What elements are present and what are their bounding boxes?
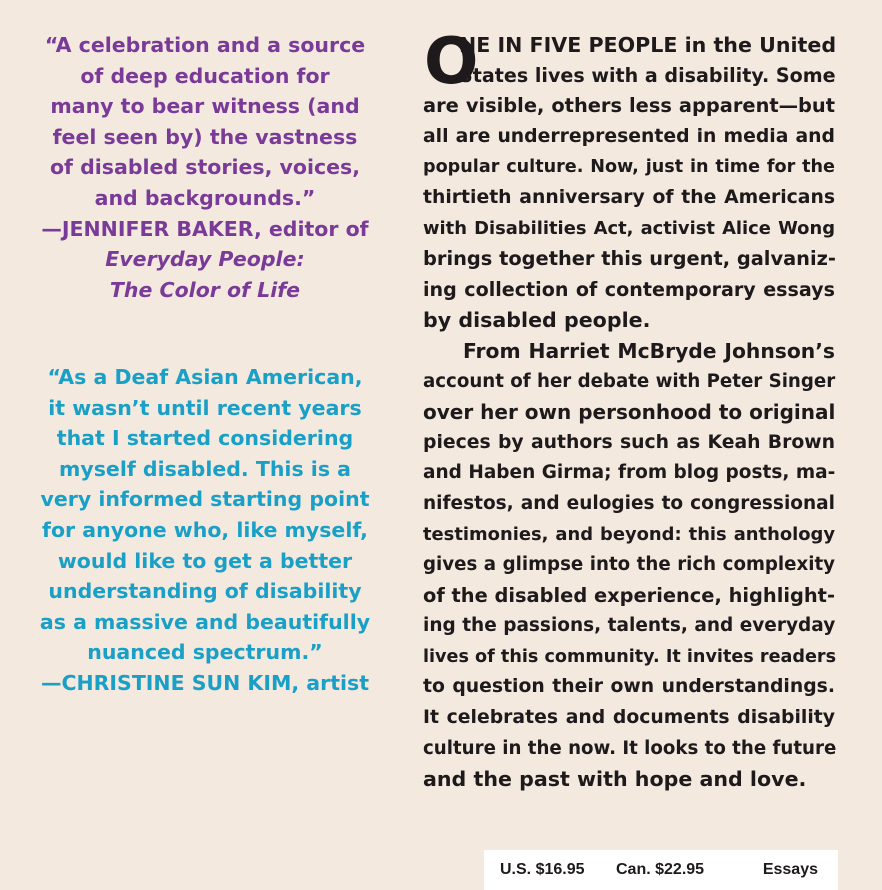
description-line: by disabled people. bbox=[423, 308, 651, 333]
description-line: lives of this community. It invites readers bbox=[423, 646, 837, 667]
blurb-christine-sun-kim bbox=[30, 362, 380, 699]
description-line: brings together this urgent, galvaniz- bbox=[423, 247, 836, 271]
blurb-line: “A celebration and a source bbox=[44, 33, 366, 57]
blurb-line: nuanced spectrum.” bbox=[87, 640, 323, 665]
blurb-line: of deep education for bbox=[80, 63, 330, 88]
description-line: account of her debate with Peter Singer bbox=[423, 370, 836, 392]
description-line: gives a glimpse into the rich complexity bbox=[423, 554, 835, 576]
description-line: with Disabilities Act, activist Alice Wong bbox=[423, 217, 835, 239]
us-price: U.S. $16.95 bbox=[500, 861, 585, 878]
drop-cap: O bbox=[424, 25, 479, 99]
description-line: NE IN FIVE PEOPLE in the United bbox=[459, 33, 837, 57]
blurb-line: “As a Deaf Asian American, bbox=[47, 365, 363, 389]
description-line: thirtieth anniversary of the Americans bbox=[423, 186, 835, 208]
blurb-line: that I started considering bbox=[56, 426, 354, 451]
description-paragraph-1 bbox=[423, 25, 837, 336]
blurb-line: feel seen by) the vastness bbox=[52, 124, 358, 149]
description-line: and Haben Girma; from blog posts, ma- bbox=[423, 462, 836, 484]
blurb-line: would like to get a better bbox=[57, 548, 353, 573]
blurb-line: and backgrounds.” bbox=[94, 185, 316, 210]
description-paragraph-2 bbox=[423, 336, 835, 795]
description-line: nifestos, and eulogies to congressional bbox=[423, 492, 835, 514]
blurb-line: very informed starting point bbox=[40, 487, 370, 512]
blurb-line: for anyone who, like myself, bbox=[42, 517, 368, 542]
price-box bbox=[484, 850, 838, 890]
blurb-line: understanding of disability bbox=[48, 579, 362, 604]
blurb-book-title: The Color of Life bbox=[109, 277, 301, 302]
description-line: to question their own understandings. bbox=[423, 676, 835, 698]
description-line: From Harriet McBryde Johnson’s bbox=[463, 338, 835, 363]
blurb-jennifer-baker bbox=[30, 30, 380, 305]
description-line: States lives with a disability. Some bbox=[459, 63, 836, 87]
canada-price: Can. $22.95 bbox=[616, 861, 705, 878]
blurb-attribution: —JENNIFER BAKER, editor of bbox=[41, 216, 369, 241]
description-line: testimonies, and beyond: this anthology bbox=[423, 523, 835, 545]
description-line: popular culture. Now, just in time for the bbox=[423, 157, 835, 178]
category-label: Essays bbox=[762, 861, 818, 878]
description-line: of the disabled experience, highlight- bbox=[423, 583, 835, 607]
description-line: pieces by authors such as Keah Brown bbox=[423, 431, 835, 453]
blurb-attribution: —CHRISTINE SUN KIM, artist bbox=[40, 670, 370, 695]
description-line: ing collection of contemporary essays bbox=[423, 277, 835, 301]
description-line: ing the passions, talents, and everyday bbox=[423, 615, 836, 637]
description-line: It celebrates and documents disability bbox=[423, 707, 835, 729]
description-line: are visible, others less apparent—but bbox=[423, 94, 835, 118]
description-line: over her own personhood to original bbox=[423, 400, 836, 425]
description-line: and the past with hope and love. bbox=[423, 767, 807, 792]
blurb-line: myself disabled. This is a bbox=[59, 456, 351, 481]
blurb-line: as a massive and beautifully bbox=[39, 609, 371, 634]
description-line: all are underrepresented in media and bbox=[423, 125, 835, 147]
blurb-line: of disabled stories, voices, bbox=[49, 155, 361, 180]
blurb-book-title: Everyday People: bbox=[105, 247, 305, 272]
blurb-line: it wasn’t until recent years bbox=[48, 395, 362, 420]
description-line: culture in the now. It looks to the future bbox=[423, 737, 837, 759]
book-description bbox=[423, 25, 837, 795]
blurb-line: many to bear witness (and bbox=[50, 94, 360, 119]
